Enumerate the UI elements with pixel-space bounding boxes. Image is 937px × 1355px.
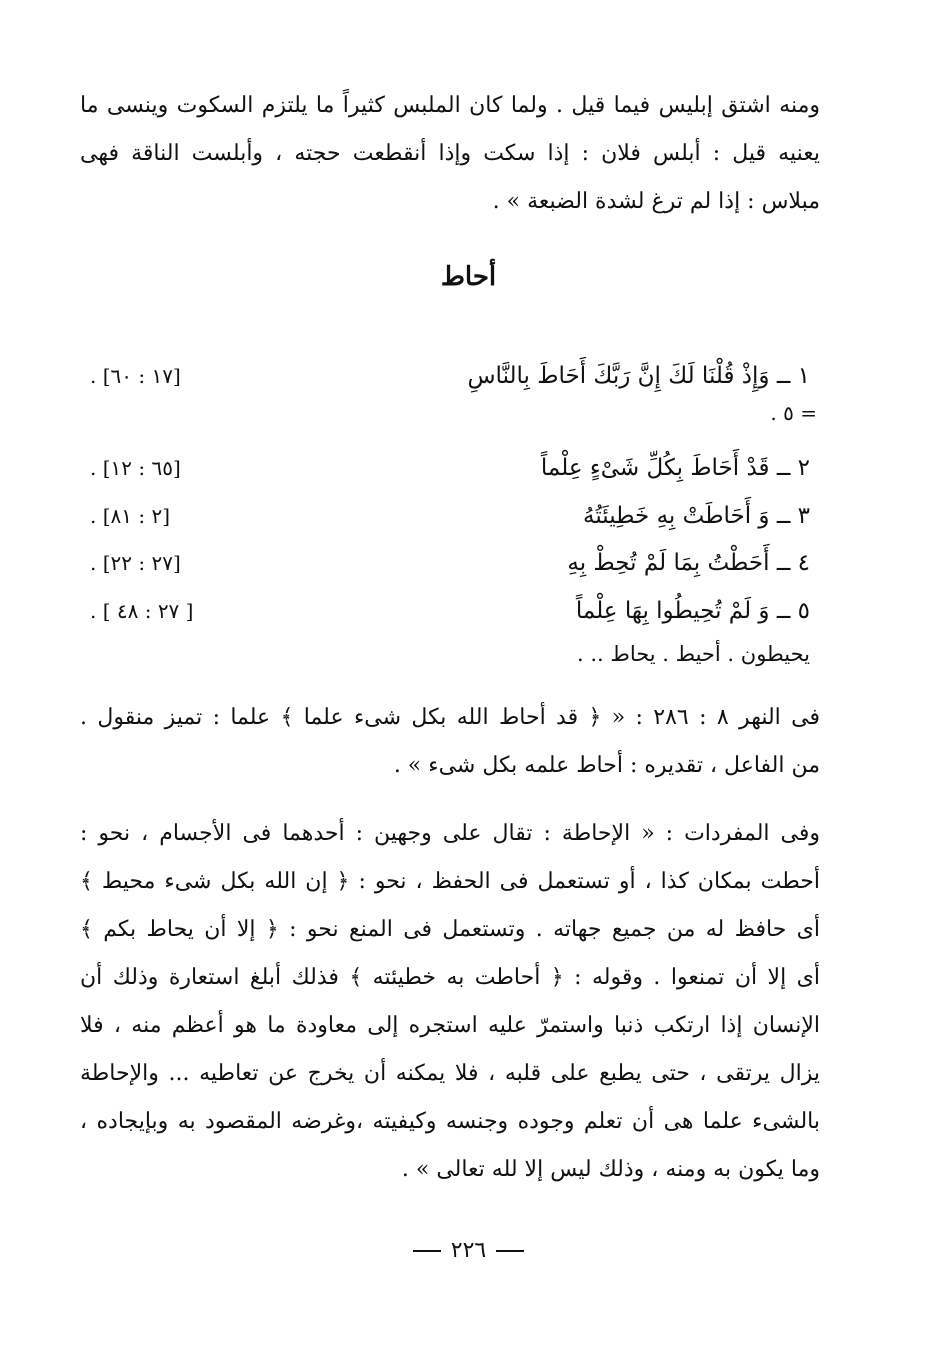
verse-row [80, 446, 820, 490]
verse-reference: [٢٧ : ٢٢] . [90, 551, 181, 575]
verse-reference: [٢ : ٨١] . [90, 504, 171, 528]
dash-ornament [413, 1250, 441, 1252]
page-number: ٢٢٦ [450, 1238, 487, 1263]
text-line: وفى المفردات : « الإحاطة : تقال على وجهين : أحدهما فى الأجسام ، نحو : [80, 821, 820, 846]
dash-ornament [496, 1250, 524, 1252]
verse-text: ١ ــ وَإِذْ قُلْنَا لَكَ إِنَّ رَبَّكَ أَحَاطَ بِالنَّاسِ [467, 363, 810, 389]
verse-row [80, 354, 820, 398]
text-line: أى حافظ له من جميع جهاته . وتستعمل فى المنع نحو : ﴿ إلا أن يحاط بكم ﴾ [80, 917, 820, 942]
text-line: أى إلا أن تمنعوا . وقوله : ﴿ أحاطت به خطيئته ﴾ فذلك أبلغ استعارة وذلك أن [80, 965, 820, 990]
text-line: أحطت بمكان كذا ، أو تستعمل فى الحفظ ، نحو : ﴿ إن الله بكل شىء محيط ﴾ [80, 869, 820, 894]
text-line: يزال يرتقى ، حتى يطبع على قلبه ، فلا يمكنه أن يخرج عن تعاطيه ... والإحاطة [80, 1061, 820, 1086]
verse-row [80, 589, 820, 633]
text-line: من الفاعل ، تقديره : أحاط علمه بكل شىء » . [393, 753, 820, 778]
nahr-paragraph [80, 694, 820, 790]
text-line: فى النهر ٨ : ٢٨٦ : « ﴿ قد أحاط الله بكل شىء علما ﴾ علما : تميز منقول . [80, 705, 820, 730]
verse-reference: [٦٥ : ١٢] . [90, 456, 181, 480]
verse-row [80, 541, 820, 585]
text-line: بالشىء علما هى أن تعلم وجوده وجنسه وكيفيته ،وغرضه المقصود به وبإيجاده ، [80, 1109, 820, 1134]
text-line: ومنه اشتق إبليس فيما قيل . ولما كان الملبس كثيراً ما يلتزم السكوت وينسى ما [80, 93, 820, 118]
equal-note: = ٥ . [770, 401, 817, 425]
verse-text: ٣ ــ وَ أَحَاطَتْ بِهِ خَطِيئَتُهُ [583, 503, 810, 529]
verse-row [80, 494, 820, 538]
verse-reference: [ ٢٧ : ٤٨ ] . [90, 599, 194, 623]
derived-forms-row [80, 632, 820, 676]
verse-text: ٢ ــ قَدْ أَحَاطَ بِكُلِّ شَىْءٍ عِلْماً [540, 455, 810, 481]
mufradat-paragraph [80, 810, 820, 1194]
text-line: مبلاس : إذا لم ترغ لشدة الضبعة » . [492, 189, 820, 214]
verse-text: ٤ ــ أَحَطْتُ بِمَا لَمْ تُحِطْ بِهِ [567, 550, 810, 576]
section-heading: أحاط [440, 262, 497, 292]
page-number-footer [0, 1238, 937, 1263]
text-line: يعنيه قيل : أبلس فلان : إذا سكت وإذا أنقطعت حجته ، وأبلست الناقة فهى [80, 141, 820, 166]
verse-reference: [١٧ : ٦٠] . [90, 364, 181, 388]
intro-paragraph [80, 82, 820, 226]
derived-forms: يحيطون . أحيط . يحاط .. . [577, 642, 810, 666]
text-line: وما يكون به ومنه ، وذلك ليس إلا لله تعالى » . [401, 1157, 820, 1182]
text-line: الإنسان إذا ارتكب ذنبا واستمرّ عليه استجره إلى معاودة ما هو أعظم منه ، فلا [80, 1013, 820, 1038]
verse-text: ٥ ــ وَ لَمْ تُحِيطُوا بِهَا عِلْماً [575, 598, 810, 624]
